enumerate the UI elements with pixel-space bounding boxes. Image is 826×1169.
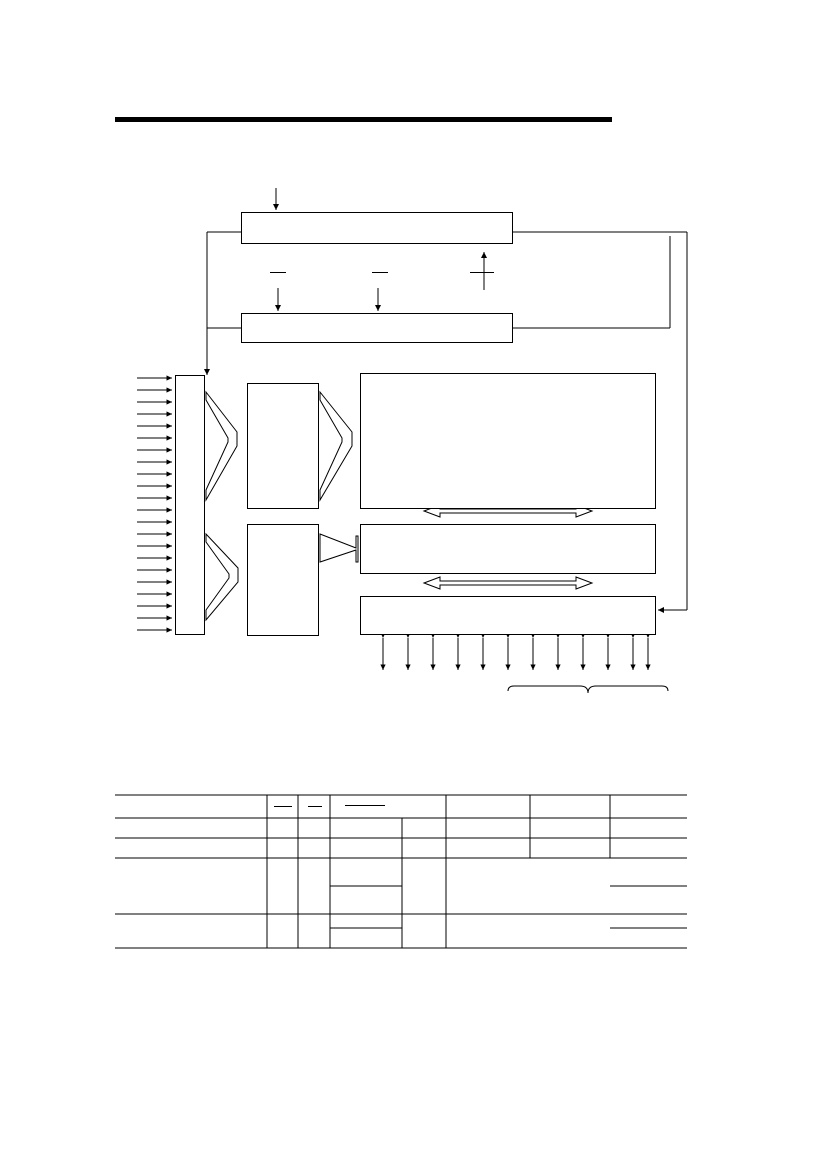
block-second-bus	[241, 313, 513, 343]
block-mux-upper	[247, 383, 319, 509]
block-core-large	[360, 373, 656, 509]
signal-underline-2	[372, 272, 388, 273]
block-mux-lower	[247, 524, 319, 636]
block-left-port	[175, 375, 205, 635]
table-header-underline-3	[345, 805, 385, 806]
top-heading-rule	[115, 117, 612, 122]
block-top-bus	[241, 212, 513, 244]
signal-underline-3	[470, 272, 494, 273]
table-header-underline-2	[308, 806, 322, 807]
table-header-underline-1	[274, 806, 292, 807]
signal-underline-1	[270, 272, 286, 273]
block-bottom-wide	[360, 596, 656, 635]
block-middle-wide	[360, 524, 656, 574]
